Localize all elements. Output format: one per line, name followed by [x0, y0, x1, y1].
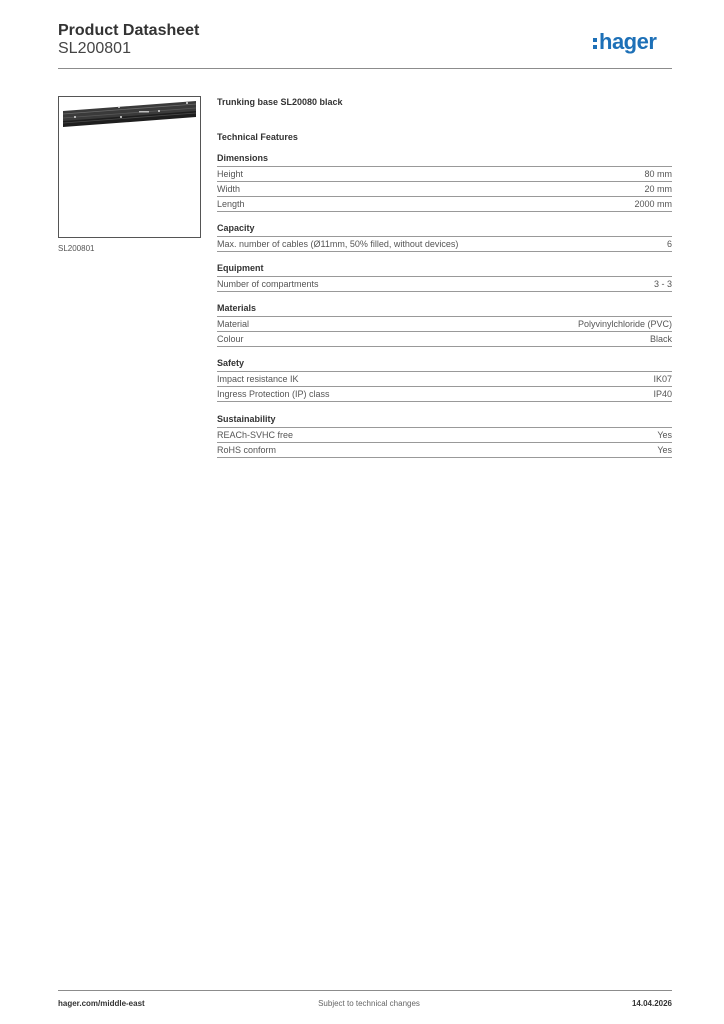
table-row — [217, 317, 672, 332]
table-row — [217, 372, 672, 387]
row-label: Number of compartments — [217, 279, 319, 289]
table-row — [217, 332, 672, 347]
row-value: Yes — [657, 430, 672, 440]
section-capacity — [217, 222, 672, 252]
header-divider — [58, 68, 672, 69]
technical-features-title: Technical Features — [217, 132, 298, 142]
row-label: Max. number of cables (Ø11mm, 50% filled, without devices) — [217, 239, 459, 249]
table-row — [217, 167, 672, 182]
datasheet-content — [217, 96, 672, 458]
row-value: 2000 mm — [634, 199, 672, 209]
section-heading: Safety — [217, 357, 672, 372]
section-heading: Dimensions — [217, 152, 672, 167]
row-label: RoHS conform — [217, 445, 277, 455]
table-row — [217, 387, 672, 402]
section-sustainability — [217, 413, 672, 458]
section-safety — [217, 357, 672, 402]
table-row — [217, 197, 672, 212]
section-heading: Capacity — [217, 222, 672, 237]
footer-notice: Subject to technical changes — [318, 999, 420, 1008]
table-row — [217, 428, 672, 443]
section-equipment — [217, 262, 672, 292]
row-value: Polyvinylchloride (PVC) — [577, 319, 672, 329]
product-code: SL200801 — [58, 40, 131, 57]
section-dimensions — [217, 152, 672, 212]
image-caption: SL200801 — [58, 244, 95, 253]
footer-date: 14.04.2026 — [631, 999, 672, 1008]
row-value: Black — [649, 334, 672, 344]
trunking-base-icon — [59, 97, 200, 237]
footer-divider — [58, 990, 672, 991]
section-heading: Equipment — [217, 262, 672, 277]
document-title: Product Datasheet — [58, 22, 200, 39]
svg-text:hager: hager — [599, 29, 657, 54]
row-value: IP40 — [653, 389, 672, 399]
row-label: Ingress Protection (IP) class — [217, 389, 330, 399]
row-label: Length — [217, 199, 245, 209]
row-value: 3 - 3 — [653, 279, 672, 289]
row-label: Material — [217, 319, 250, 329]
section-materials — [217, 302, 672, 347]
row-label: Impact resistance IK — [217, 374, 299, 384]
row-value: IK07 — [653, 374, 672, 384]
footer-website: hager.com/middle-east — [58, 999, 145, 1008]
row-value: 6 — [666, 239, 672, 249]
table-row — [217, 277, 672, 292]
section-heading: Materials — [217, 302, 672, 317]
row-label: Colour — [217, 334, 244, 344]
table-row — [217, 182, 672, 197]
row-label: Width — [217, 184, 241, 194]
table-row — [217, 237, 672, 252]
row-label: REACh-SVHC free — [217, 430, 294, 440]
row-label: Height — [217, 169, 244, 179]
row-value: 20 mm — [644, 184, 672, 194]
section-heading: Sustainability — [217, 413, 672, 428]
row-value: Yes — [657, 445, 672, 455]
product-name: Trunking base SL20080 black — [217, 97, 343, 107]
row-value: 80 mm — [644, 169, 672, 179]
product-image — [58, 96, 201, 238]
hager-logo — [592, 28, 676, 56]
table-row — [217, 443, 672, 458]
